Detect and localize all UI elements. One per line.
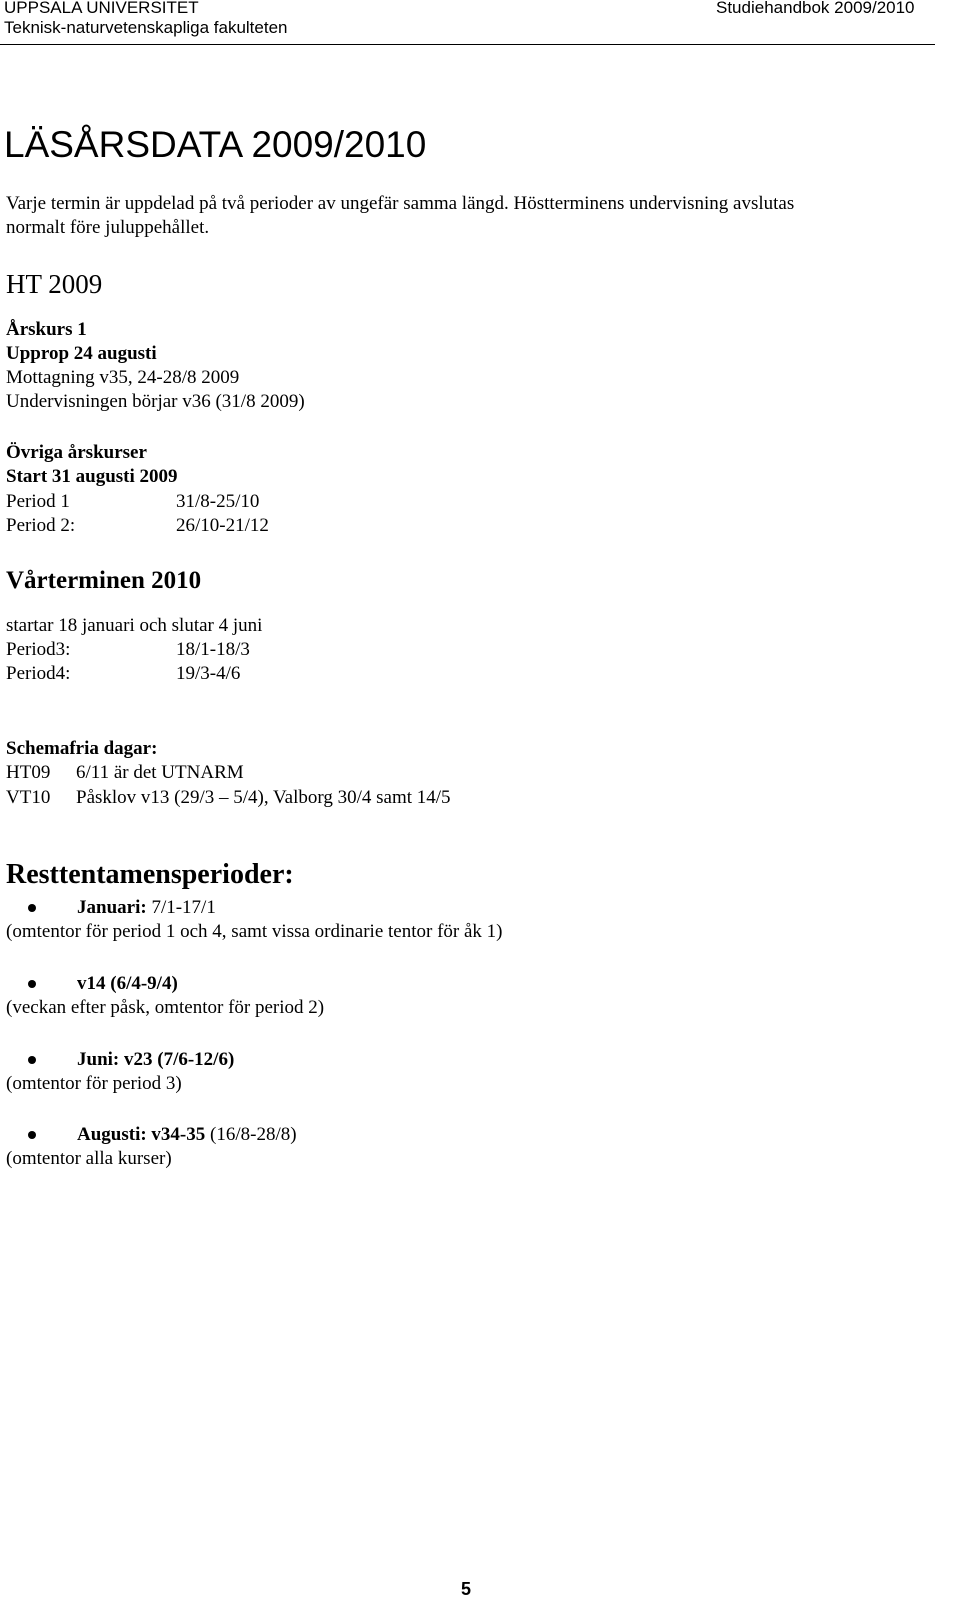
intro-line-2: normalt före juluppehållet. bbox=[6, 217, 210, 238]
resttentamen-heading: Resttentamensperioder: bbox=[6, 859, 294, 890]
schemafria-heading: Schemafria dagar: bbox=[6, 738, 158, 759]
header-divider bbox=[0, 44, 935, 45]
ht-heading: HT 2009 bbox=[6, 269, 103, 299]
bullet-icon bbox=[28, 1056, 36, 1064]
vt-heading: Vårterminen 2010 bbox=[6, 567, 202, 594]
upprop: Upprop 24 augusti bbox=[6, 343, 157, 364]
page-number: 5 bbox=[461, 1579, 472, 1599]
schemafria-text: 6/11 är det UTNARM bbox=[76, 762, 244, 783]
bullet-icon bbox=[28, 980, 36, 988]
period-dates: 26/10-21/12 bbox=[176, 515, 269, 536]
period-label: Period3: bbox=[6, 639, 71, 660]
resttentamen-item-title: v14 (6/4-9/4) bbox=[77, 973, 178, 994]
resttentamen-item-note: (omtentor alla kurser) bbox=[6, 1148, 172, 1169]
resttentamen-item-title: Augusti: v34-35 (16/8-28/8) bbox=[77, 1124, 297, 1145]
vt-start: startar 18 januari och slutar 4 juni bbox=[6, 615, 263, 636]
resttentamen-item-note: (omtentor för period 3) bbox=[6, 1073, 182, 1094]
period-label: Period4: bbox=[6, 663, 71, 684]
period-label: Period 1 bbox=[6, 491, 70, 512]
period-dates: 19/3-4/6 bbox=[176, 663, 241, 684]
arskurs1-title: Årskurs 1 bbox=[6, 319, 87, 340]
resttentamen-item-note: (veckan efter påsk, omtentor för period 2) bbox=[6, 997, 325, 1018]
undervisning-start: Undervisningen börjar v36 (31/8 2009) bbox=[6, 391, 305, 412]
schemafria-term: HT09 bbox=[6, 762, 51, 783]
period-dates: 18/1-18/3 bbox=[176, 639, 250, 660]
period-dates: 31/8-25/10 bbox=[176, 491, 260, 512]
mottagning: Mottagning v35, 24-28/8 2009 bbox=[6, 367, 240, 388]
resttentamen-item-title: Juni: v23 (7/6-12/6) bbox=[77, 1049, 235, 1070]
bullet-icon bbox=[28, 904, 36, 912]
intro-line-1: Varje termin är uppdelad på två perioder av ungefär samma längd. Höstterminens undervisning avslutas bbox=[6, 193, 795, 214]
resttentamen-item-note: (omtentor för period 1 och 4, samt vissa ordinarie tentor för åk 1) bbox=[6, 921, 503, 942]
ovriga-start: Start 31 augusti 2009 bbox=[6, 466, 178, 487]
page-title: LÄSÅRSDATA 2009/2010 bbox=[4, 124, 427, 165]
schemafria-text: Påsklov v13 (29/3 – 5/4), Valborg 30/4 samt 14/5 bbox=[76, 787, 451, 808]
handbook-title: Studiehandbok 2009/2010 bbox=[716, 0, 915, 17]
ovriga-title: Övriga årskurser bbox=[6, 442, 147, 463]
university-name: UPPSALA UNIVERSITET bbox=[4, 0, 199, 17]
period-label: Period 2: bbox=[6, 515, 76, 536]
faculty-name: Teknisk-naturvetenskapliga fakulteten bbox=[4, 18, 288, 37]
resttentamen-item-title: Januari: 7/1-17/1 bbox=[77, 897, 216, 918]
bullet-icon bbox=[28, 1131, 36, 1139]
schemafria-term: VT10 bbox=[6, 787, 51, 808]
